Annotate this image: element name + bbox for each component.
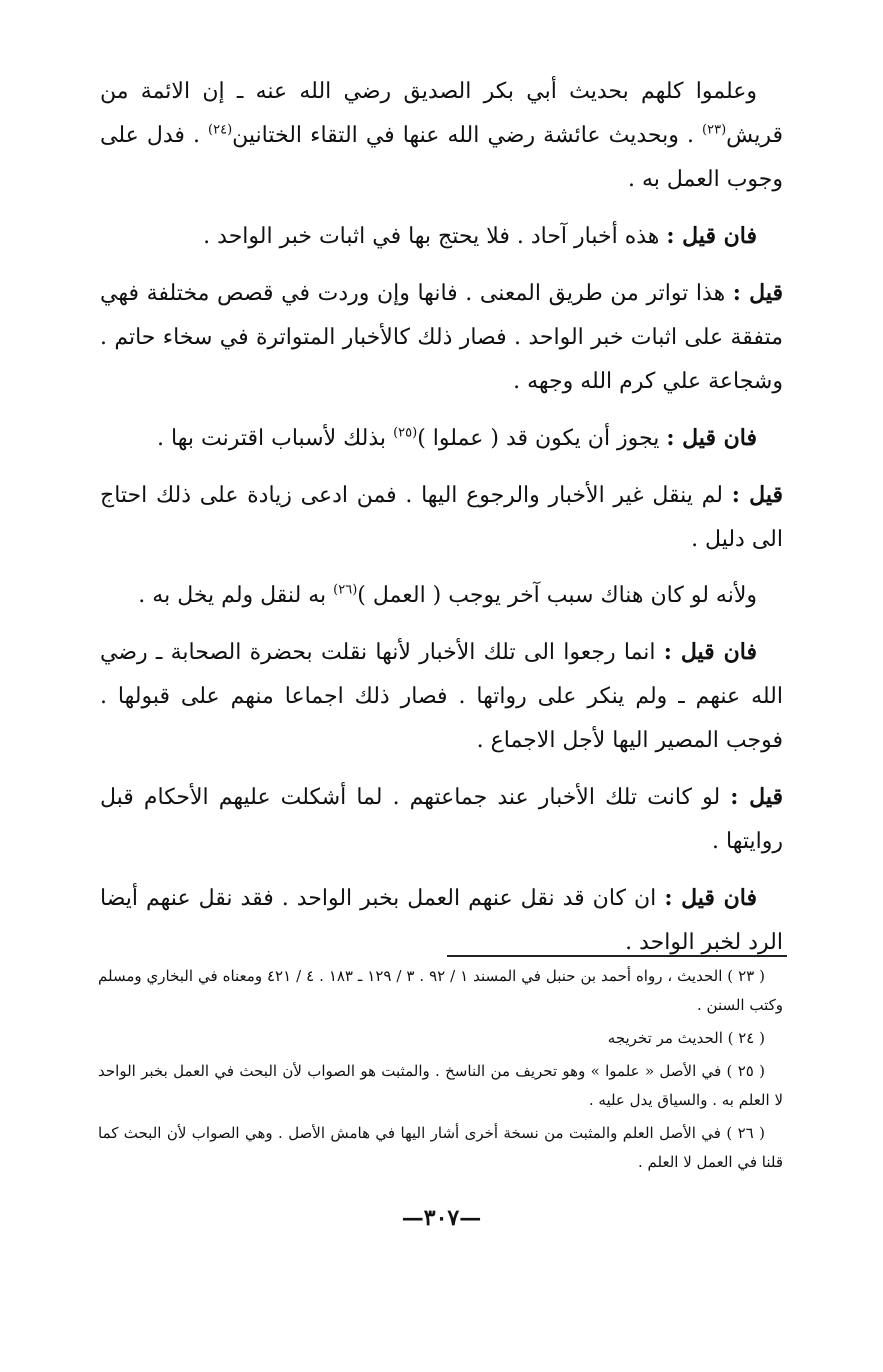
footnote-separator bbox=[447, 955, 787, 957]
reply-label: قيل : bbox=[731, 482, 783, 508]
footnote-ref-24[interactable]: (٢٤) bbox=[208, 122, 233, 138]
reply-label: قيل : bbox=[732, 280, 783, 306]
paragraph-8 bbox=[100, 775, 783, 864]
objection-label: فان قيل : bbox=[666, 425, 757, 451]
paragraph-7 bbox=[100, 630, 783, 763]
paragraph-3-text: هذا تواتر من طريق المعنى . فانها وإن وردت في قصص مختلفة فهي متفقة على اثبات خبر الواحد . فصار ذلك كالأخبار المتواترة في سخاء حاتم . وشجاعة علي كرم الله وجهه . bbox=[100, 281, 783, 394]
paragraph-1 bbox=[100, 70, 783, 202]
objection-label: فان قيل : bbox=[666, 223, 757, 249]
objection-label: فان قيل : bbox=[664, 885, 757, 911]
paragraph-9 bbox=[100, 876, 783, 965]
paragraph-1-text: وعلموا كلهم بحديث أبي بكر الصديق رضي الله عنه ـ إن الائمة من قريش bbox=[100, 79, 783, 148]
paragraph-4 bbox=[100, 416, 783, 461]
paragraph-7-text: انما رجعوا الى تلك الأخبار لأنها نقلت بحضرة الصحابة ـ رضي الله عنهم ـ ولم ينكر على رواتها . فصار ذلك اجماعا منهم على قبولها . فوجب المصير اليها لأجل الاجماع . bbox=[100, 640, 783, 753]
footnotes bbox=[98, 962, 783, 1181]
footnote-23: ( ٢٣ ) الحديث ، رواه أحمد بن حنبل في المسند ١ / ٩٢ . ٣ / ١٢٩ ـ ١٨٣ . ٤ / ٤٢١ ومعناه في البخاري ومسلم وكتب السنن . bbox=[98, 967, 783, 1014]
paragraph-9-text: ان كان قد نقل عنهم العمل بخبر الواحد . فقد نقل عنهم أيضا الرد لخبر الواحد . bbox=[100, 886, 783, 955]
footnote-ref-25[interactable]: (٢٥) bbox=[393, 425, 418, 441]
footnote-25: ( ٢٥ ) في الأصل « علموا » وهو تحريف من الناسخ . والمثبت هو الصواب لأن البحث في العمل بخبر الواحد لا العلم به . والسياق يدل عليه . bbox=[98, 1062, 783, 1109]
footnote-ref-23[interactable]: (٢٣) bbox=[702, 122, 727, 138]
footnote-26: ( ٢٦ ) في الأصل العلم والمثبت من نسخة أخرى أشار اليها في هامش الأصل . وهي الصواب لأن البحث كما قلنا في العمل لا العلم . bbox=[98, 1124, 783, 1171]
reply-label: قيل : bbox=[730, 784, 783, 810]
page-number: —٣٠٧— bbox=[401, 1205, 482, 1231]
paragraph-6-text: ولأنه لو كان هناك سبب آخر يوجب ( العمل ) bbox=[357, 583, 757, 608]
paragraph-6 bbox=[100, 574, 783, 618]
paragraph-1-text-3: . فدل على وجوب العمل به . bbox=[100, 123, 783, 192]
paragraph-2-text: هذه أخبار آحاد . فلا يحتج بها في اثبات خبر الواحد . bbox=[203, 224, 667, 249]
paragraph-8-text: لو كانت تلك الأخبار عند جماعتهم . لما أشكلت عليهم الأحكام قبل روايتها . bbox=[100, 785, 783, 854]
footnote-24: ( ٢٤ ) الحديث مر تخريجه bbox=[607, 1029, 765, 1047]
paragraph-5-text: لم ينقل غير الأخبار والرجوع اليها . فمن ادعى زيادة على ذلك احتاج الى دليل . bbox=[100, 483, 783, 552]
paragraph-2 bbox=[100, 214, 783, 259]
main-text bbox=[100, 70, 783, 977]
paragraph-1-text-2: . وبحديث عائشة رضي الله عنها في التقاء الختانين bbox=[232, 123, 703, 148]
paragraph-3 bbox=[100, 271, 783, 404]
paragraph-4-text: يجوز أن يكون قد ( عملوا ) bbox=[417, 426, 667, 451]
paragraph-5 bbox=[100, 473, 783, 562]
paragraph-6-text-2: به لنقل ولم يخل به . bbox=[138, 583, 334, 608]
objection-label: فان قيل : bbox=[663, 639, 757, 665]
footnote-ref-26[interactable]: (٢٦) bbox=[333, 582, 358, 598]
paragraph-4-text-2: بذلك لأسباب اقترنت بها . bbox=[157, 426, 394, 451]
